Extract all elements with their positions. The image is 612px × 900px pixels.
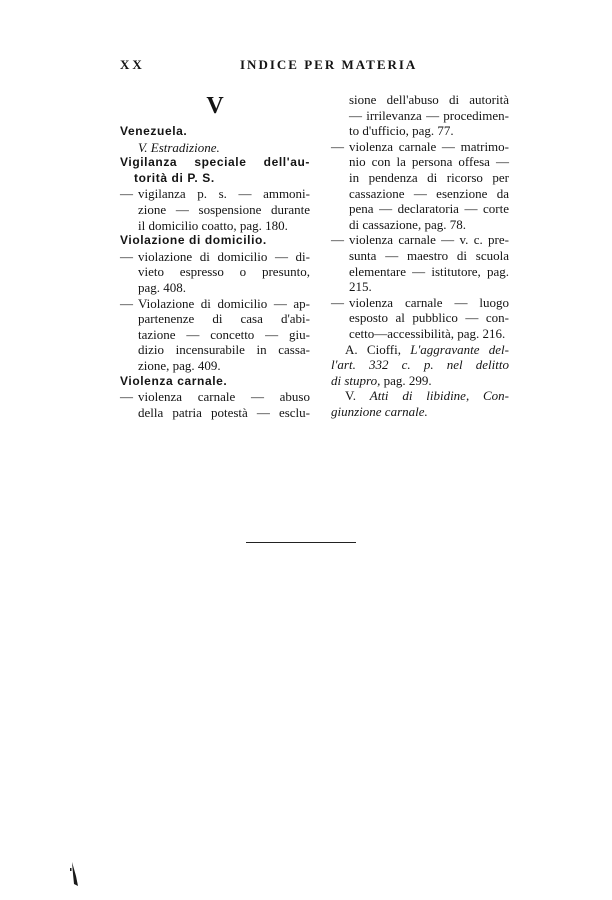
citation-title-part: di stupro, — [331, 372, 381, 388]
entry-line: zione — sospensione durante — [138, 201, 310, 217]
entry-line: violenza carnale — matrimo- — [349, 138, 509, 154]
page-number: XX — [120, 57, 145, 72]
entry-line: vieto espresso o presunto, — [138, 264, 310, 280]
see-reference: V. Estradizione. — [138, 139, 220, 155]
entry-line: violenza carnale — v. c. pre- — [349, 232, 509, 248]
heading-venezuela: Venezuela. — [120, 124, 188, 138]
entry-line: tazione — concetto — giu- — [138, 326, 310, 342]
entry-vigilanza: — vigilanza p. s. — ammoni- zione — sospensione durante il domicilio coatto, pag. 180. — [120, 186, 310, 233]
ink-blot-mark — [70, 862, 78, 886]
see-also-prefix: V. — [345, 388, 356, 404]
citation-page: pag. 299. — [383, 372, 432, 388]
entry-violenza: — violenza carnale — abuso della patria potestà — esclu- — [120, 389, 310, 420]
citation-author: A. Cioffi, — [345, 341, 401, 357]
entry-line: violenza carnale — luogo — [349, 294, 509, 310]
heading-violenza: Violenza carnale. — [120, 373, 228, 388]
entry-line: pag. 408. — [138, 279, 187, 295]
section-divider — [246, 542, 356, 543]
citation-title-end — [331, 373, 509, 389]
citation-title-cont: l'art. 332 c. p. nel delitto — [331, 357, 509, 373]
entry-line: sione dell'abuso di autorità — [349, 92, 509, 107]
citation-title: L'aggravante del- — [410, 341, 509, 357]
heading-violazione: Violazione di domicilio. — [120, 233, 267, 248]
heading-vigilanza: Vigilanza speciale dell'au- — [120, 155, 310, 170]
entry-violenza-3: — violenza carnale — v. c. pre- sunta — maestro di scuola elementare — istitutore, pag. 215. — [331, 232, 509, 295]
entry-line: cassazione — esenzione da — [349, 185, 509, 201]
citation-cioffi — [331, 342, 509, 358]
entry-continuation — [331, 92, 509, 139]
entry-line: di cassazione, pag. 78. — [349, 216, 466, 232]
entry-violenza-4: — violenza carnale — luogo esposto al pubblico — con- cetto—accessibilità, pag. 216. — [331, 294, 509, 341]
left-column — [120, 92, 310, 420]
entry-line: Violazione di domicilio — ap- — [138, 295, 310, 311]
entry-line: in pendenza di ricorso per — [349, 169, 509, 185]
entry-violazione-2: — Violazione di domicilio — ap- partenenze di casa d'abi- tazione — concetto — giu- dizio incensurabile in cassa- zione, pag. 409. — [120, 295, 310, 373]
entry-line: zione, pag. 409. — [138, 357, 221, 373]
see-also-text-cont: giunzione carnale. — [331, 403, 428, 419]
entry-line: dizio incensurabile in cassa- — [138, 342, 310, 358]
running-head: INDICE PER MATERIA — [240, 57, 418, 72]
section-letter: V — [206, 93, 224, 119]
entry-line: sunta — maestro di scuola — [349, 247, 509, 263]
entry-line: 215. — [349, 279, 372, 295]
entry-line: cetto—accessibilità, pag. 216. — [349, 325, 506, 341]
entry-line: vigilanza p. s. — ammoni- — [138, 186, 310, 202]
entry-violenza-2: — violenza carnale — matrimo- nio con la persona offesa — in pendenza di ricorso per cassazione — esenzione da pena — declaratoria — corte di cassazione, pag. 78. — [331, 138, 509, 232]
entry-line: violazione di domicilio — di- — [138, 248, 310, 264]
entry-line: esposto al pubblico — con- — [349, 310, 509, 326]
right-column — [331, 92, 509, 419]
entry-line: il domicilio coatto, pag. 180. — [138, 217, 288, 233]
entry-line: nio con la persona offesa — — [349, 154, 509, 170]
entry-line: to d'ufficio, pag. 77. — [349, 123, 454, 139]
see-also — [331, 388, 509, 404]
entry-line: violenza carnale — abuso — [138, 389, 310, 405]
entry-line: — irrilevanza — procedimen- — [349, 107, 509, 123]
see-also-text: Atti di libidine, Con- — [369, 388, 509, 404]
entry-line: della patria potestà — esclu- — [138, 404, 310, 420]
entry-line: pena — declaratoria — corte — [349, 201, 509, 217]
entry-line: elementare — istitutore, pag. — [349, 263, 509, 279]
heading-vigilanza-cont: torità di P. S. — [134, 170, 215, 185]
entry-line: partenenze di casa d'abi- — [138, 311, 310, 327]
entry-violazione-1: — violazione di domicilio — di- vieto espresso o presunto, pag. 408. — [120, 248, 310, 295]
